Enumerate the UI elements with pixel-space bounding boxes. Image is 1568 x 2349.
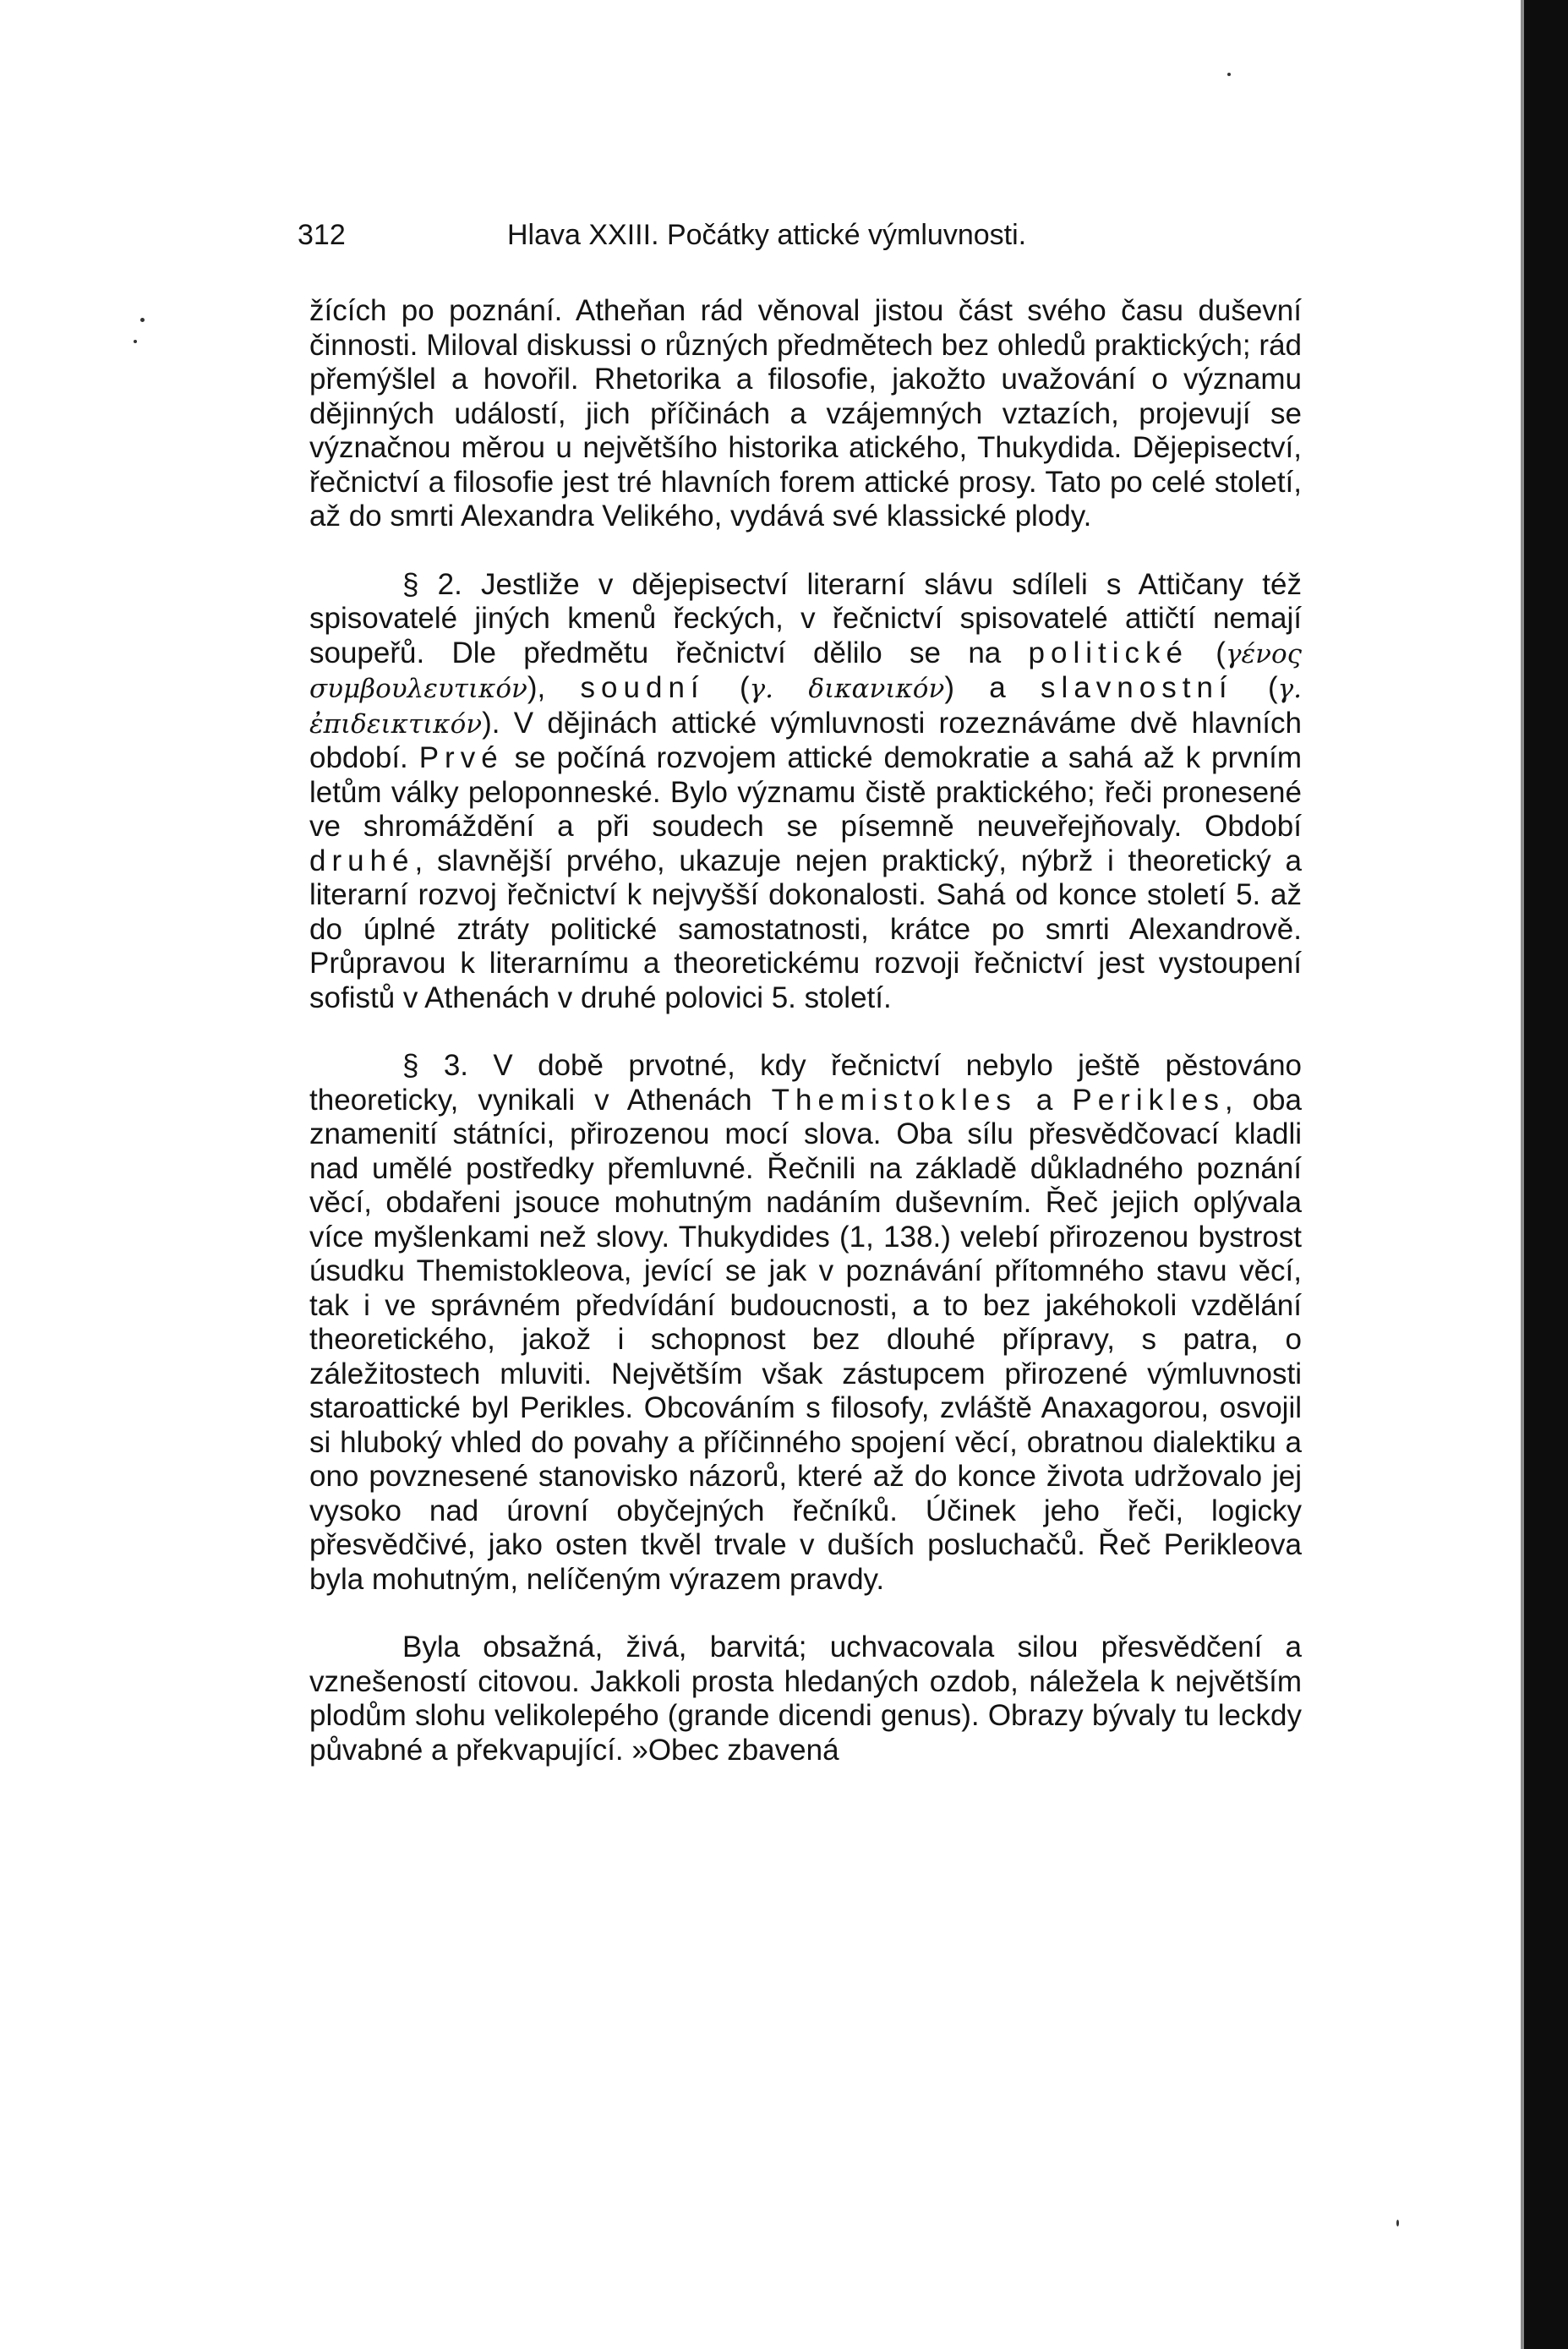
spaced-term-prve: Prvé	[418, 741, 504, 774]
spaced-term-perikles: Perikles	[1072, 1083, 1225, 1117]
text-run: se počíná rozvojem attické demokratie a sahá až k prvním letům války peloponneské. Bylo významu čistě praktického; řeči pronesené ve shromáždění a při soudech se písemně neuveřejňovaly. Období	[309, 741, 1303, 843]
spaced-term-slavnostni: slavnostní	[1041, 671, 1233, 704]
page-number: 312	[298, 219, 346, 251]
text-run: , slavnější prvého, ukazuje nejen praktický, nýbrž i theoretický a literarní rozvoj řečnictví k nejvyšší dokonalosti. Sahá od konce století 5. až do úplné ztráty politické samostatnosti, krátce po smrti Alexandrově. Průpravou k literarnímu a theoretickému rozvoji řečnictví jest vystoupení sofistů v Athenách v druhé polovici 5. století.	[309, 844, 1302, 1014]
text-run: a	[1016, 1083, 1073, 1117]
text-run: § 2. Jestliže v dějepisectví literarní slávu sdíleli s Attičany též spisovatelé jiných kmenů řeckých, v řečnictví spisovatelé attičtí nemají soupeřů. Dle předmětu řečnictví dělilo se na	[309, 567, 1302, 669]
page-body	[309, 294, 1302, 1767]
scan-speck	[1227, 73, 1231, 76]
text-run: , oba znamenití státníci, přirozenou mocí slova. Oba sílu přesvědčovací kladli nad umělé postředky přemluvné. Řečnili na základě důkladného poznání věcí, obdařeni jsouce mohutným nadáním duševním. Řeč jejich oplývala více myšlenkami než slovy. Thukydides (1, 138.) velebí přirozenou bystrost úsudku Themistokleova, jevící se jak v poznávání přítomného stavu věcí, tak i ve správném předvídání budoucnosti, a to bez jakéhokoli vzdělání theoretického, jakož i schopnost bez dlouhé přípravy, s patra, o záležitostech mluviti. Největším však zástupcem přirozené výmluvnosti staroattické byl Perikles. Obcováním s filosofy, zvláště Anaxagorou, osvojil si hluboký vhled do povahy a příčinného spojení věcí, obratnou dialektiku a ono povznesené stanovisko názorů, které až do konce života udržovalo jej vysoko nad úrovní obyčejných řečníků. Účinek jeho řeči, logicky přesvědčivé, jako osten tkvěl trvale v duších posluchačů. Řeč Perikleova byla mohutným, nelíčeným výrazem pravdy.	[309, 1083, 1302, 1596]
running-title: Hlava XXIII. Počátky attické výmluvnosti.	[507, 219, 1027, 251]
running-header	[298, 210, 1303, 260]
scan-speck	[1396, 2220, 1399, 2226]
paragraph-1: žících po poznání. Atheňan rád věnoval jistou část svého času duševní činnosti. Miloval diskussi o různých předmětech bez ohledů praktických; rád přemýšlel a hovořil. Rhetorika a filosofie, jakožto uvažování o významu dějinných událostí, jich příčinách a vzájemných vztazích, projevují se význačnou měrou u největšího historika atického, Thukydida. Dějepisectví, řečnictví a filosofie jest tré hlavních forem attické prosy. Tato po celé století, až do smrti Alexandra Velikého, vydává své klassické plody.	[309, 294, 1302, 533]
greek-term: γ. δικανικόν	[749, 674, 945, 704]
page-edge	[1524, 0, 1568, 2349]
spaced-term-druhe: druhé	[309, 844, 415, 877]
text-run: . V dějinách attické výmluvnosti rozeznáváme dvě hlavních období.	[309, 706, 1302, 774]
greek-term: γένος συμβουλευτικόν	[309, 638, 1302, 704]
spaced-term-soudni: soudní	[580, 671, 705, 704]
spaced-term-politicke: politické	[1028, 636, 1188, 669]
spaced-term-themistokles: Themistokles	[771, 1083, 1017, 1117]
scan-speck	[134, 340, 137, 343]
paragraph-4: Byla obsažná, živá, barvitá; uchvacovala silou přesvědčení a vznešeností citovou. Jakkoli prosta hledaných ozdob, náležela k největším plodům slohu velikolepého (grande dicendi genus). Obrazy bývaly tu leckdy půvabné a překvapující. »Obec zbavená	[309, 1631, 1302, 1767]
paragraph-2: § 2. Jestliže v dějepisectví literarní slávu sdíleli s Attičany též spisovatelé jiných kmenů řeckých, v řečnictví spisovatelé attičtí nemají soupeřů. Dle předmětu řečnictví dělilo se na politické (γένος συμβουλευτικόν), soudní (γ. δικανικόν) a slavnostní (γ. ἐπιδεικτικόν). V dějinách attické výmluvnosti rozeznáváme dvě hlavních období. Prvé se počíná rozvojem attické demokratie a sahá až k prvním letům války peloponneské. Bylo významu čistě praktického; řeči pronesené ve shromáždění a při soudech se písemně neuveřejňovaly. Období druhé, slavnější prvého, ukazuje nejen praktický, nýbrž i theoretický a literarní rozvoj řečnictví k nejvyšší dokonalosti. Sahá od konce století 5. až do úplné ztráty politické samostatnosti, krátce po smrti Alexandrově. Průpravou k literarnímu a theoretickému rozvoji řečnictví jest vystoupení sofistů v Athenách v druhé polovici 5. století.	[309, 567, 1303, 1014]
paragraph-3	[309, 1049, 1302, 1597]
text-run: § 3. V době prvotné, kdy řečnictví nebylo ještě pěstováno theoreticky, vynikali v Athenách	[309, 1049, 1302, 1117]
greek-term: γ. ἐπιδεικτικόν	[309, 674, 1302, 740]
scan-speck	[140, 318, 145, 322]
